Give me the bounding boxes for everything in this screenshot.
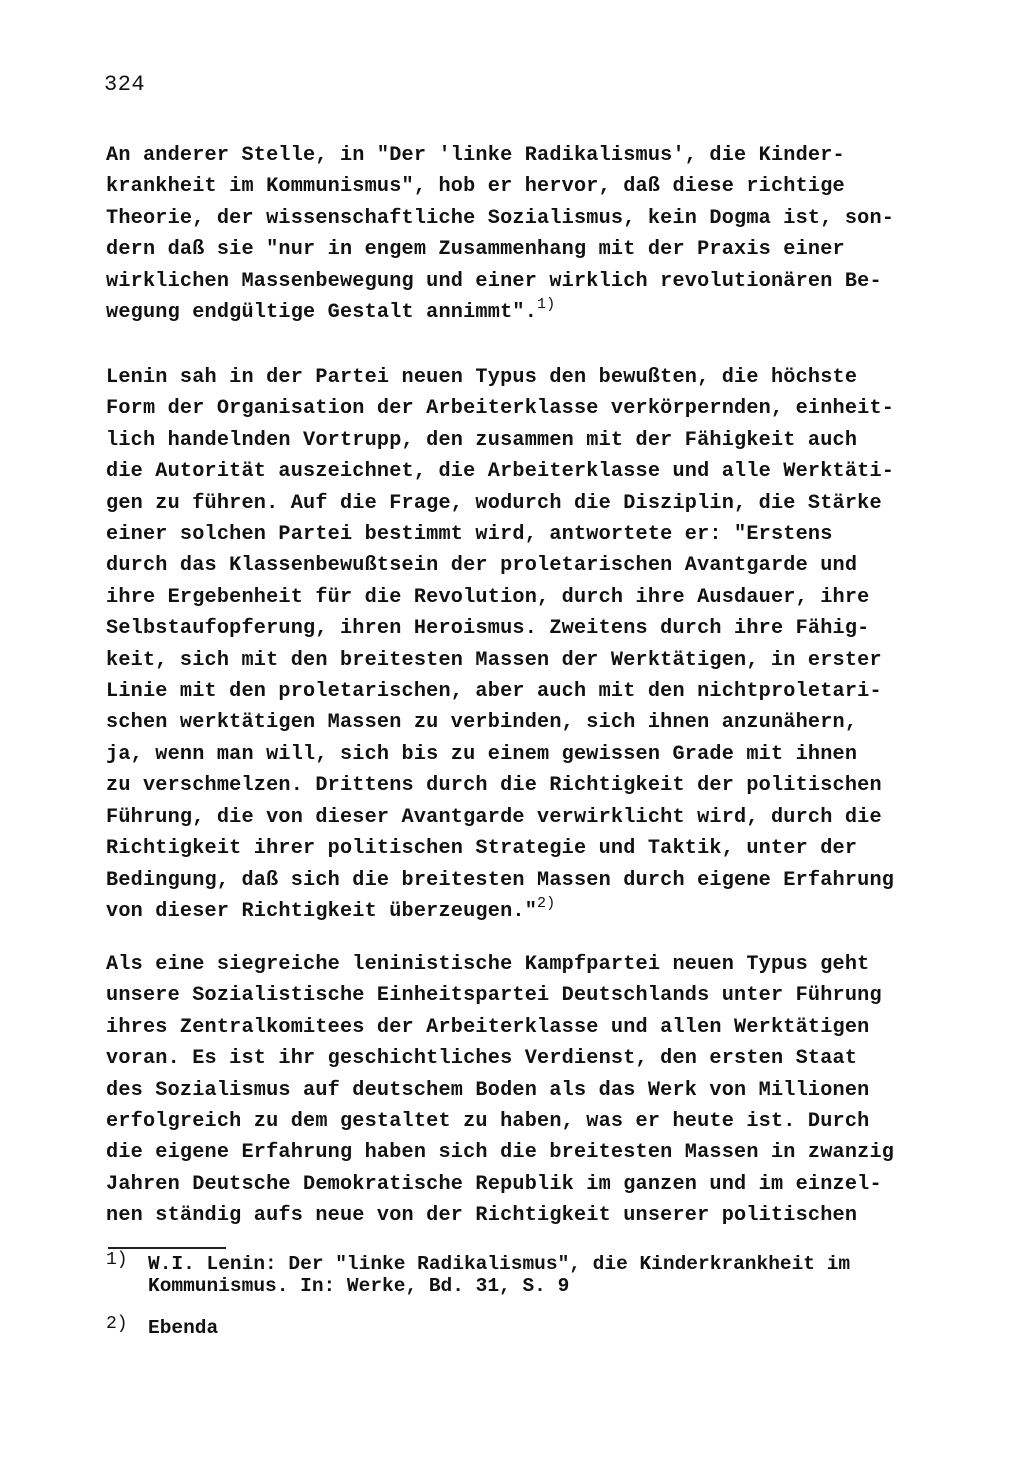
footnote-line: Ebenda (148, 1317, 219, 1339)
text-line: Als eine siegreiche leninistische Kampfpartei neuen Typus geht (106, 953, 870, 976)
text-line: zu verschmelzen. Drittens durch die Richtigkeit der politischen (106, 774, 882, 798)
text-line: Form der Organisation der Arbeiterklasse verkörpernden, einheit- (106, 397, 895, 421)
text-line: des Sozialismus auf deutschem Boden als das Werk von Millionen (106, 1078, 870, 1102)
text-line: Selbstaufopferung, ihren Heroismus. Zweitens durch ihre Fähig- (106, 617, 870, 641)
text-line: Führung, die von dieser Avantgarde verwirklicht wird, durch die (106, 805, 882, 829)
text-line: schen werktätigen Massen zu verbinden, sich ihnen anzunähern, (106, 711, 858, 735)
footnote-2 (106, 1314, 946, 1339)
footnote-line: Kommunismus. In: Werke, Bd. 31, S. 9 (148, 1275, 570, 1297)
text-line: dern daß sie "nur in engem Zusammenhang mit der Praxis einer (106, 238, 845, 262)
text-line: Lenin sah in der Partei neuen Typus den bewußten, die höchste (106, 366, 858, 389)
text-line: keit, sich mit den breitesten Massen der Werktätigen, in erster (106, 648, 882, 672)
footnote-line: W.I. Lenin: Der "linke Radikalismus", die Kinderkrankheit im (148, 1253, 851, 1275)
text-line-with-footnote (106, 297, 946, 328)
paragraph-2 (106, 362, 946, 927)
footnote-1 (106, 1250, 946, 1297)
text-line: durch das Klassenbewußtsein der proletarischen Avantgarde und (106, 554, 858, 578)
text-line: Jahren Deutsche Demokratische Republik im ganzen und im einzel- (106, 1172, 882, 1196)
text-line: krankheit im Kommunismus", hob er hervor, daß diese richtige (106, 175, 845, 199)
paragraph-3 (106, 949, 946, 1232)
text-line: die Autorität auszeichnet, die Arbeiterklasse und alle Werktäti- (106, 460, 895, 484)
text-line: wirklichen Massenbewegung und einer wirklich revolutionären Be- (106, 269, 882, 293)
text-line-with-footnote (106, 896, 946, 927)
text-line: Theorie, der wissenschaftliche Sozialismus, kein Dogma ist, son- (106, 206, 895, 230)
footnote-marker: 1) (106, 1250, 128, 1270)
text-line: die eigene Erfahrung haben sich die breitesten Massen in zwanzig (106, 1141, 895, 1165)
text-line: voran. Es ist ihr geschichtliches Verdienst, den ersten Staat (106, 1047, 858, 1071)
text-line: erfolgreich zu dem gestaltet zu haben, was er heute ist. Durch (106, 1110, 870, 1134)
text-line: Richtigkeit ihrer politischen Strategie und Taktik, unter der (106, 837, 858, 861)
text-line-end: wegung endgültige Gestalt annimmt". (106, 301, 538, 325)
text-line: ja, wenn man will, sich bis zu einem gewissen Grade mit ihnen (106, 742, 858, 766)
text-line-end: von dieser Richtigkeit überzeugen." (106, 899, 538, 923)
text-line: gen zu führen. Auf die Frage, wodurch die Disziplin, die Stärke (106, 491, 882, 515)
footnotes (106, 1250, 946, 1359)
footnote-ref-2: 2) (537, 894, 556, 912)
paragraph-1 (106, 140, 946, 328)
text-line: einer solchen Partei bestimmt wird, antwortete er: "Erstens (106, 523, 833, 547)
text-line: unsere Sozialistische Einheitspartei Deutschlands unter Führung (106, 984, 882, 1008)
text-line: An anderer Stelle, in "Der 'linke Radikalismus', die Kinder- (106, 144, 845, 167)
text-line: ihres Zentralkomitees der Arbeiterklasse und allen Werktätigen (106, 1015, 870, 1039)
footnote-marker: 2) (106, 1314, 128, 1334)
text-line: Linie mit den proletarischen, aber auch mit den nichtproletari- (106, 680, 882, 704)
footnote-ref-1: 1) (537, 296, 556, 314)
text-line: lich handelnden Vortrupp, den zusammen mit der Fähigkeit auch (106, 428, 858, 452)
page-number: 324 (104, 72, 146, 97)
text-line: ihre Ergebenheit für die Revolution, durch ihre Ausdauer, ihre (106, 585, 870, 609)
text-line: nen ständig aufs neue von der Richtigkeit unserer politischen (106, 1204, 858, 1228)
text-line: Bedingung, daß sich die breitesten Massen durch eigene Erfahrung (106, 868, 895, 892)
